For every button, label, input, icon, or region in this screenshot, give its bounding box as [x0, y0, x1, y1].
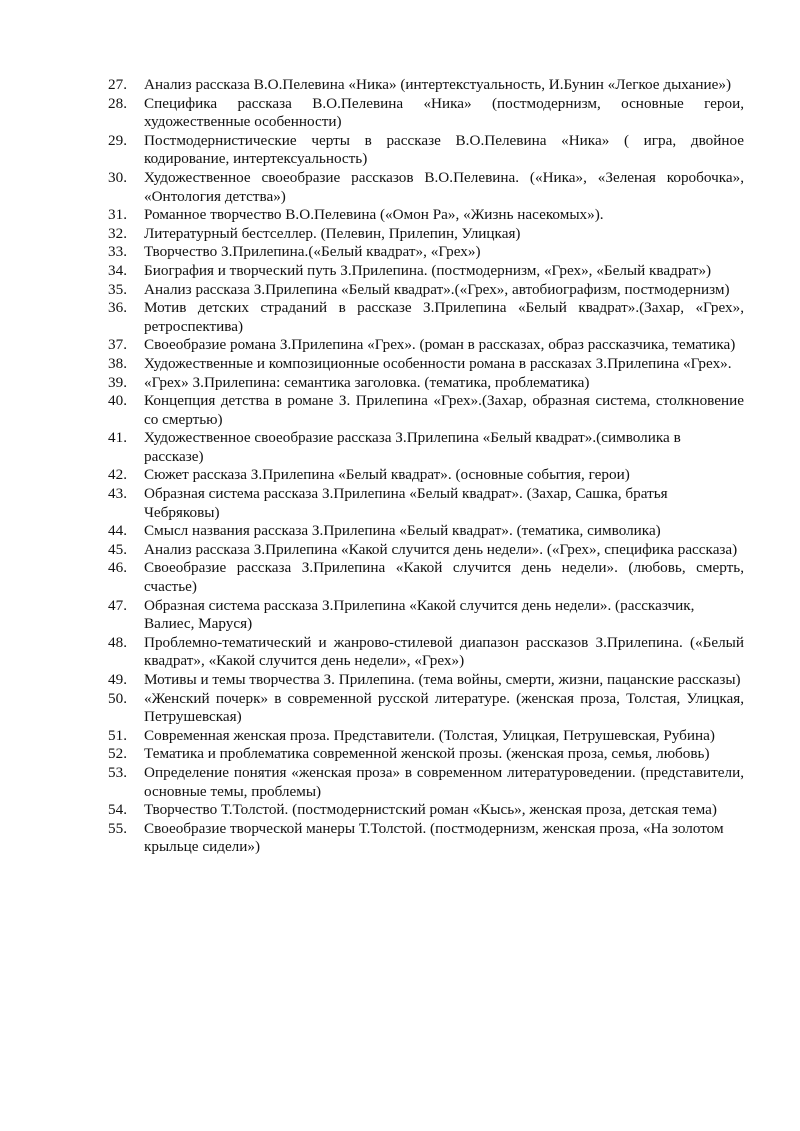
item-text: Определение понятия «женская проза» в современном литературоведении. (представители, основные темы, проблемы) [144, 763, 744, 800]
item-text: Художественное своеобразие рассказов В.О.Пелевина. («Ника», «Зеленая коробочка», «Онтология детства») [144, 168, 744, 205]
list-item [108, 522, 744, 541]
item-number: 44. [108, 522, 127, 540]
item-number: 33. [108, 243, 127, 261]
list-item [108, 243, 744, 262]
item-text: Романное творчество В.О.Пелевина («Омон Ра», «Жизнь насекомых»). [144, 206, 604, 224]
item-number: 53. [108, 763, 127, 781]
item-number: 29. [108, 131, 127, 149]
list-item [108, 374, 744, 393]
list-item [108, 225, 744, 244]
item-number: 46. [108, 559, 127, 577]
item-text: Современная женская проза. Представители. (Толстая, Улицкая, Петрушевская, Рубина) [144, 726, 715, 744]
item-number: 55. [108, 819, 127, 837]
item-number: 52. [108, 745, 127, 763]
item-text: «Грех» З.Прилепина: семантика заголовка. (тематика, проблематика) [144, 373, 590, 391]
list-item [108, 485, 744, 522]
item-text: Постмодернистические черты в рассказе В.О.Пелевина «Ника» ( игра, двойное кодирование, интертексуальность) [144, 131, 744, 168]
list-item [108, 597, 744, 634]
list-item [108, 727, 744, 746]
item-text: Литературный бестселлер. (Пелевин, Прилепин, Улицкая) [144, 224, 521, 242]
item-text: Проблемно-тематический и жанрово-стилевой диапазон рассказов З.Прилепина. («Белый квадрат», «Какой случится день недели», «Грех») [144, 633, 744, 670]
item-number: 32. [108, 224, 127, 242]
item-number: 36. [108, 299, 127, 317]
item-number: 40. [108, 392, 127, 410]
item-text: Своеобразие творческой манеры Т.Толстой. (постмодернизм, женская проза, «На золотом крыльце сидели») [144, 819, 724, 856]
item-number: 41. [108, 429, 127, 447]
item-number: 48. [108, 633, 127, 651]
item-text: Концепция детства в романе З. Прилепина «Грех».(Захар, образная система, столкновение со смертью) [144, 392, 744, 428]
item-text: Анализ рассказа З.Прилепина «Какой случится день недели». («Грех», специфика рассказа) [144, 540, 738, 558]
item-number: 38. [108, 354, 127, 372]
item-text: Образная система рассказа З.Прилепина «Какой случится день недели». (рассказчик, Валиес, Маруся) [144, 596, 695, 633]
item-text: Своеобразие романа З.Прилепина «Грех». (роман в рассказах, образ рассказчика, тематика) [144, 336, 736, 354]
item-number: 27. [108, 76, 127, 93]
item-text: Творчество З.Прилепина.(«Белый квадрат», «Грех») [144, 243, 481, 261]
item-text: Своеобразие рассказа З.Прилепина «Какой случится день недели». (любовь, смерть, счастье) [144, 559, 744, 596]
list-item [108, 336, 744, 355]
item-number: 39. [108, 373, 127, 391]
item-number: 42. [108, 466, 127, 484]
item-text: Мотив детских страданий в рассказе З.Прилепина «Белый квадрат».(Захар, «Грех», ретроспектива) [144, 299, 744, 335]
item-text: Творчество Т.Толстой. (постмодернистский роман «Кысь», женская проза, детская тема) [144, 801, 717, 819]
item-number: 35. [108, 280, 127, 298]
list-item [108, 281, 744, 300]
list-item [108, 392, 744, 429]
item-text: Образная система рассказа З.Прилепина «Белый квадрат». (Захар, Сашка, братья Чебряковы) [144, 485, 668, 521]
list-item [108, 634, 744, 671]
item-text: Художественные и композиционные особенности романа в рассказах З.Прилепина «Грех». [144, 354, 732, 372]
item-text: Сюжет рассказа З.Прилепина «Белый квадрат». (основные события, герои) [144, 466, 630, 484]
item-number: 28. [108, 94, 127, 112]
list-item [108, 559, 744, 596]
list-item [108, 820, 744, 857]
list-item [108, 429, 744, 466]
list-item [108, 206, 744, 225]
item-text: Биография и творческий путь З.Прилепина. (постмодернизм, «Грех», «Белый квадрат») [144, 261, 712, 279]
list-item [108, 801, 744, 820]
list-item [108, 745, 744, 764]
list-item [108, 169, 744, 206]
item-text: «Женский почерк» в современной русской литературе. (женская проза, Толстая, Улицкая, Петрушевская) [144, 689, 744, 726]
item-number: 50. [108, 689, 127, 707]
list-item [108, 764, 744, 801]
item-number: 30. [108, 168, 127, 186]
list-item [108, 132, 744, 169]
list-item [108, 262, 744, 281]
list-item [108, 690, 744, 727]
list-item [108, 541, 744, 560]
list-item [108, 76, 744, 95]
list-item [108, 355, 744, 374]
item-number: 37. [108, 336, 127, 354]
item-text: Анализ рассказа З.Прилепина «Белый квадрат».(«Грех», автобиографизм, постмодернизм) [144, 280, 730, 298]
item-text: Мотивы и темы творчества З. Прилепина. (тема войны, смерти, жизни, пацанские рассказы) [144, 671, 741, 688]
item-number: 31. [108, 206, 127, 224]
item-number: 54. [108, 801, 127, 819]
item-number: 34. [108, 261, 127, 279]
list-item [108, 466, 744, 485]
item-number: 51. [108, 726, 127, 744]
item-text: Анализ рассказа В.О.Пелевина «Ника» (интертекстуальность, И.Бунин «Легкое дыхание») [144, 76, 732, 93]
item-number: 47. [108, 596, 127, 614]
exam-questions-list [108, 76, 744, 857]
list-item [108, 671, 744, 690]
item-number: 45. [108, 540, 127, 558]
list-item [108, 299, 744, 336]
list-item [108, 95, 744, 132]
item-text: Художественное своеобразие рассказа З.Прилепина «Белый квадрат».(символика в рассказе) [144, 429, 681, 465]
item-number: 49. [108, 671, 127, 688]
item-number: 43. [108, 485, 127, 503]
item-text: Специфика рассказа В.О.Пелевина «Ника» (постмодернизм, основные герои, художественные особенности) [144, 94, 744, 131]
item-text: Смысл названия рассказа З.Прилепина «Белый квадрат». (тематика, символика) [144, 522, 661, 540]
item-text: Тематика и проблематика современной женской прозы. (женская проза, семья, любовь) [144, 745, 710, 763]
